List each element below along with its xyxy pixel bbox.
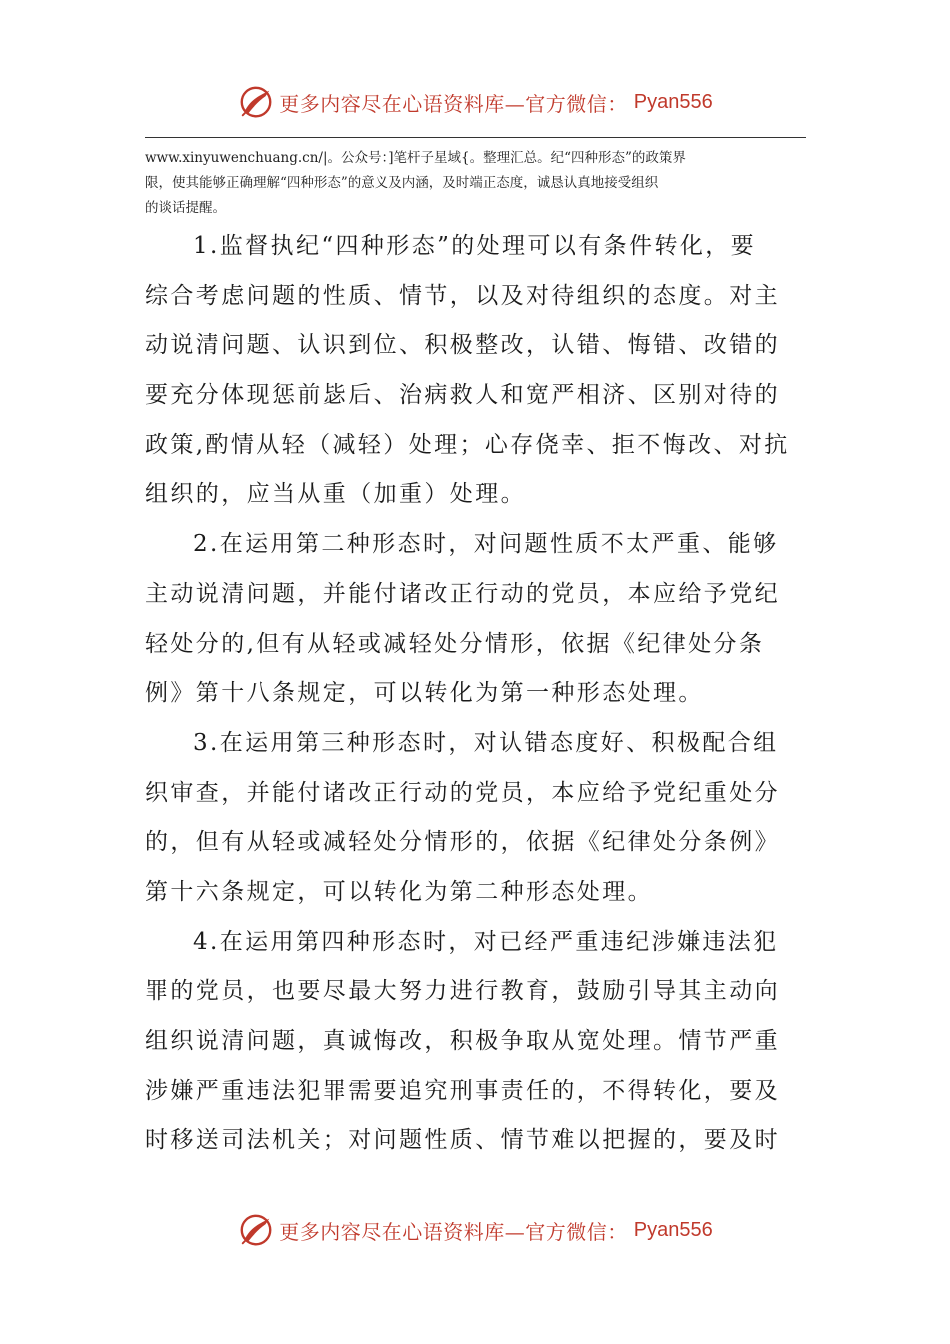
intro-note [145, 146, 806, 221]
header-banner-text: 更多内容尽在心语资料库—官方微信： [279, 91, 628, 116]
body-text-line: 主动说清问题，并能付诸改正行动的党员，本应给予党纪 [145, 580, 780, 607]
body-text-line: 1.监督执纪“四种形态”的处理可以有条件转化，要 [193, 233, 757, 259]
body-text-line: 组织的，应当从重（加重）处理。 [145, 481, 526, 508]
intro-note-line: 限，使其能够正确理解“四种形态”的意义及内涵，及时端正态度，诚恳认真地接受组织 [145, 175, 659, 191]
body-text-line: 的，但有从轻或减轻处分情形的，依据《纪律处分条例》 [145, 829, 780, 856]
body-text-line: 罪的党员，也要尽最大努力进行教育，鼓励引导其主动向 [145, 978, 780, 1005]
footer-banner-text: 更多内容尽在心语资料库—官方微信： [279, 1219, 628, 1244]
header-banner [0, 80, 950, 124]
footer-banner [0, 1208, 950, 1252]
footer-banner-wechat-id: Pyan556 [633, 1218, 713, 1241]
body-text-line: 4.在运用第四种形态时，对已经严重违纪涉嫌违法犯 [193, 928, 779, 955]
body-text-line: 例》第十八条规定，可以转化为第一种形态处理。 [145, 680, 704, 707]
body-text-line: 要充分体现惩前毖后、治病救人和宽严相济、区别对待的 [145, 382, 780, 409]
body-text-line: 时移送司法机关；对问题性质、情节难以把握的，要及时 [145, 1127, 780, 1154]
pen-logo-icon [237, 83, 275, 121]
header-divider [145, 137, 806, 138]
body-text-line: 综合考虑问题的性质、情节，以及对待组织的态度。对主 [145, 282, 780, 309]
body-text-line: 涉嫌严重违法犯罪需要追究刑事责任的，不得转化，要及 [145, 1077, 780, 1104]
document-body [145, 222, 806, 1166]
pen-logo-icon [237, 1211, 275, 1249]
body-text-line: 2.在运用第二种形态时，对问题性质不太严重、能够 [193, 531, 779, 558]
intro-note-line: www.xinyuwenchuang.cn/|。公众号：]笔杆子星域{。整理汇总。纪“四种形态”的政策界 [145, 150, 686, 166]
body-text-line: 3.在运用第三种形态时，对认错态度好、积极配合组 [193, 729, 779, 756]
body-text-line: 组织说清问题，真诚悔改，积极争取从宽处理。情节严重 [145, 1028, 780, 1054]
body-text-line: 轻处分的,但有从轻或减轻处分情形，依据《纪律处分条 [145, 630, 765, 657]
intro-note-line: 的谈话提醒。 [145, 200, 226, 216]
body-text-line: 动说清问题、认识到位、积极整改，认错、悔错、改错的 [145, 332, 780, 359]
header-banner-wechat-id: Pyan556 [633, 90, 713, 113]
body-text-line: 第十六条规定，可以转化为第二种形态处理。 [145, 878, 653, 905]
body-text-line: 织审查，并能付诸改正行动的党员，本应给予党纪重处分 [145, 779, 780, 806]
body-text-line: 政策,酌情从轻（减轻）处理；心存侥幸、拒不悔改、对抗 [145, 431, 790, 458]
